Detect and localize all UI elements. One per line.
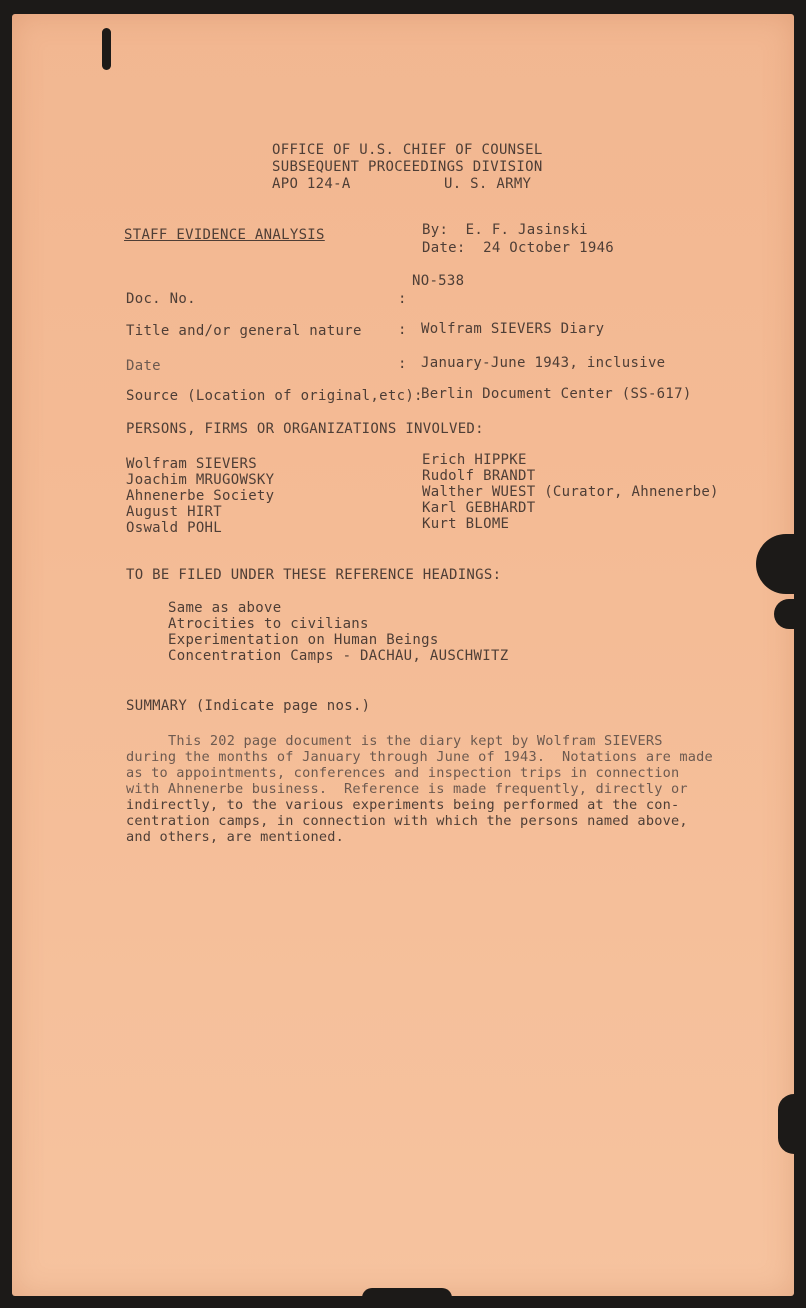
person-left: August HIRT xyxy=(126,504,223,520)
field-colon-date: : xyxy=(398,356,407,372)
person-right: Walther WUEST (Curator, Ahnenerbe) xyxy=(422,484,719,500)
person-right: Erich HIPPKE xyxy=(422,452,527,468)
document-number: NO-538 xyxy=(412,273,465,289)
person-left: Joachim MRUGOWSKY xyxy=(126,472,275,488)
field-label-title: Title and/or general nature xyxy=(126,323,362,339)
torn-edge xyxy=(778,1094,796,1154)
field-colon-title: : xyxy=(398,322,407,338)
field-label-doc-no: Doc. No. xyxy=(126,291,196,307)
reference-heading-item: Atrocities to civilians xyxy=(168,616,369,632)
torn-edge xyxy=(756,534,796,594)
person-left: Ahnenerbe Society xyxy=(126,488,275,504)
field-label-source: Source (Location of original,etc): xyxy=(126,388,423,404)
summary-line: centration camps, in connection with which the persons named above, xyxy=(126,813,688,829)
summary-line: during the months of January through June of 1943. Notations are made xyxy=(126,749,713,765)
field-value-title: Wolfram SIEVERS Diary xyxy=(421,321,605,337)
date-line: Date: 24 October 1946 xyxy=(422,240,615,256)
header-line-2: SUBSEQUENT PROCEEDINGS DIVISION xyxy=(272,159,543,175)
reference-heading-item: Concentration Camps - DACHAU, AUSCHWITZ xyxy=(168,648,509,664)
person-left: Wolfram SIEVERS xyxy=(126,456,257,472)
torn-edge xyxy=(362,1288,452,1298)
field-label-date: Date xyxy=(126,358,161,374)
header-line-1: OFFICE OF U.S. CHIEF OF COUNSEL xyxy=(272,142,543,158)
analysis-title: STAFF EVIDENCE ANALYSIS xyxy=(124,227,325,243)
summary-line: as to appointments, conferences and inspection trips in connection xyxy=(126,765,680,781)
header-line-3-left: APO 124-A xyxy=(272,176,351,192)
field-value-source: Berlin Document Center (SS-617) xyxy=(421,386,692,402)
person-left: Oswald POHL xyxy=(126,520,223,536)
summary-heading: SUMMARY (Indicate page nos.) xyxy=(126,698,371,714)
summary-line: indirectly, to the various experiments being performed at the con- xyxy=(126,797,680,813)
reference-heading-item: Experimentation on Human Beings xyxy=(168,632,439,648)
field-value-date: January-June 1943, inclusive xyxy=(421,355,666,371)
summary-line: and others, are mentioned. xyxy=(126,829,344,845)
person-right: Karl GEBHARDT xyxy=(422,500,536,516)
summary-line: This 202 page document is the diary kept by Wolfram SIEVERS xyxy=(168,733,663,749)
filed-heading: TO BE FILED UNDER THESE REFERENCE HEADINGS: xyxy=(126,567,502,583)
author-line: By: E. F. Jasinski xyxy=(422,222,588,238)
summary-line: with Ahnenerbe business. Reference is made frequently, directly or xyxy=(126,781,688,797)
torn-edge xyxy=(774,599,796,629)
persons-heading: PERSONS, FIRMS OR ORGANIZATIONS INVOLVED: xyxy=(126,421,484,437)
person-right: Rudolf BRANDT xyxy=(422,468,536,484)
field-colon-doc-no: : xyxy=(398,291,407,307)
punch-hole xyxy=(102,28,111,70)
reference-heading-item: Same as above xyxy=(168,600,282,616)
header-line-3-right: U. S. ARMY xyxy=(444,176,532,192)
person-right: Kurt BLOME xyxy=(422,516,510,532)
